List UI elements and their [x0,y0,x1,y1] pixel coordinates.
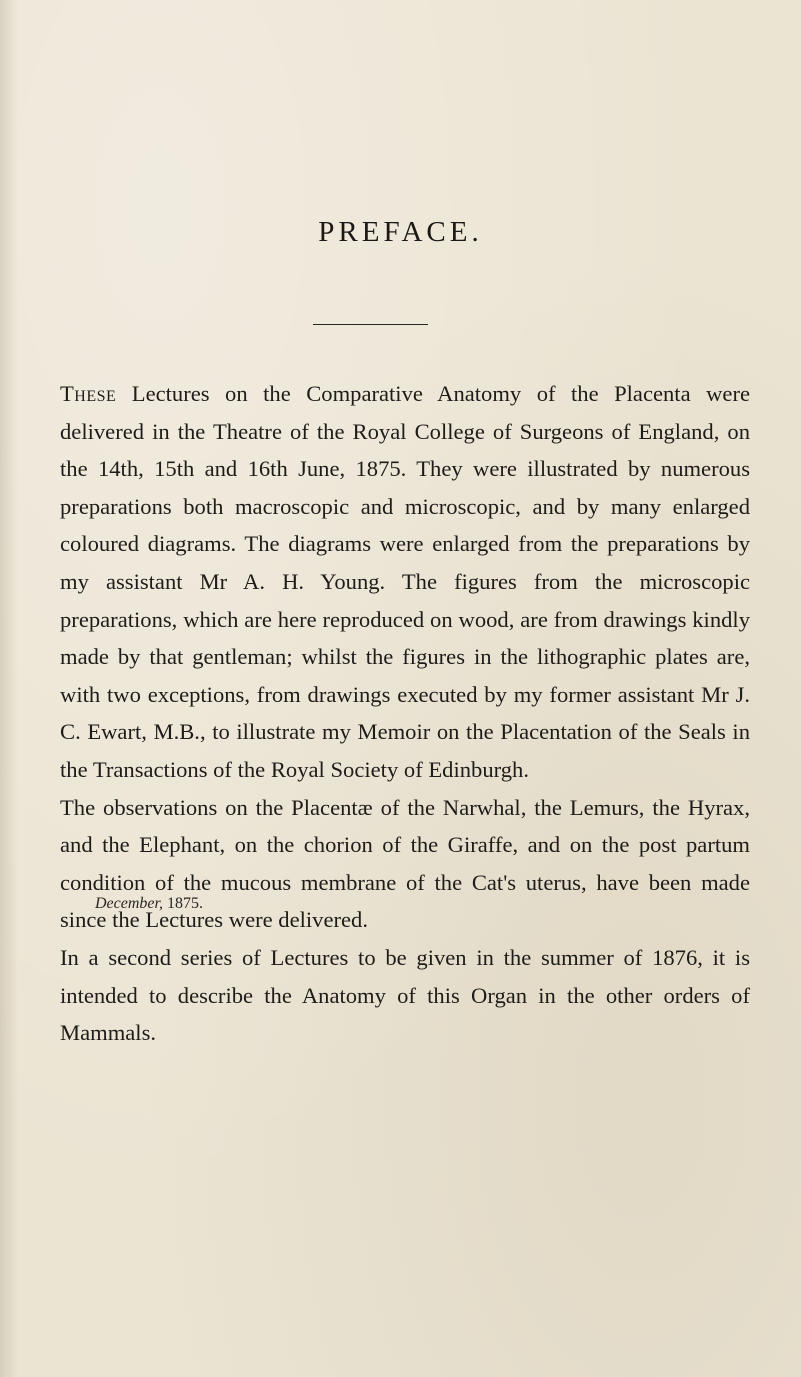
preface-paragraph-2 [60,789,750,939]
date-year: 1875. [162,895,203,912]
preface-body [60,375,750,1052]
title-divider [313,324,428,325]
paragraph-3-text: In a second series of Lectures to be given in the summer of 1876, it is intended to describe the Anatomy of this Organ in the other orders of Mammals. [60,944,750,1046]
paragraph-lead-word: These [60,381,117,406]
date-month: December, [95,895,163,912]
preface-date [95,895,203,913]
preface-paragraph-3 [60,939,750,1052]
paragraph-2-text: The observations on the Placentæ of the Narwhal, the Lemurs, the Hyrax, and the Elephant, on the chorion of the Giraffe, and on the post partum condition of the mucous membrane of the Cat's uterus, have been made since the Lectures were delivered. [60,794,750,933]
preface-paragraph-1 [60,375,750,789]
page-gutter-shadow [0,0,18,1377]
page-title: PREFACE. [318,216,483,248]
paragraph-1-text: Lectures on the Comparative Anatomy of the Placenta were delivered in the Theatre of the Royal College of Surgeons of England, on the 14th, 15th and 16th June, 1875. They were illustrated by numerous preparations both macroscopic and microscopic, and by many enlarged coloured diagrams. The diagrams were enlarged from the preparations by my assistant Mr A. H. Young. The figures from the microscopic preparations, which are here reproduced on wood, are from drawings kindly made by that gentleman; whilst the figures in the lithographic plates are, with two exceptions, from drawings executed by my former assistant Mr J. C. Ewart, M.B., to illustrate my Memoir on the Placentation of the Seals in the Transactions of the Royal Society of Edinburgh. [60,381,750,782]
